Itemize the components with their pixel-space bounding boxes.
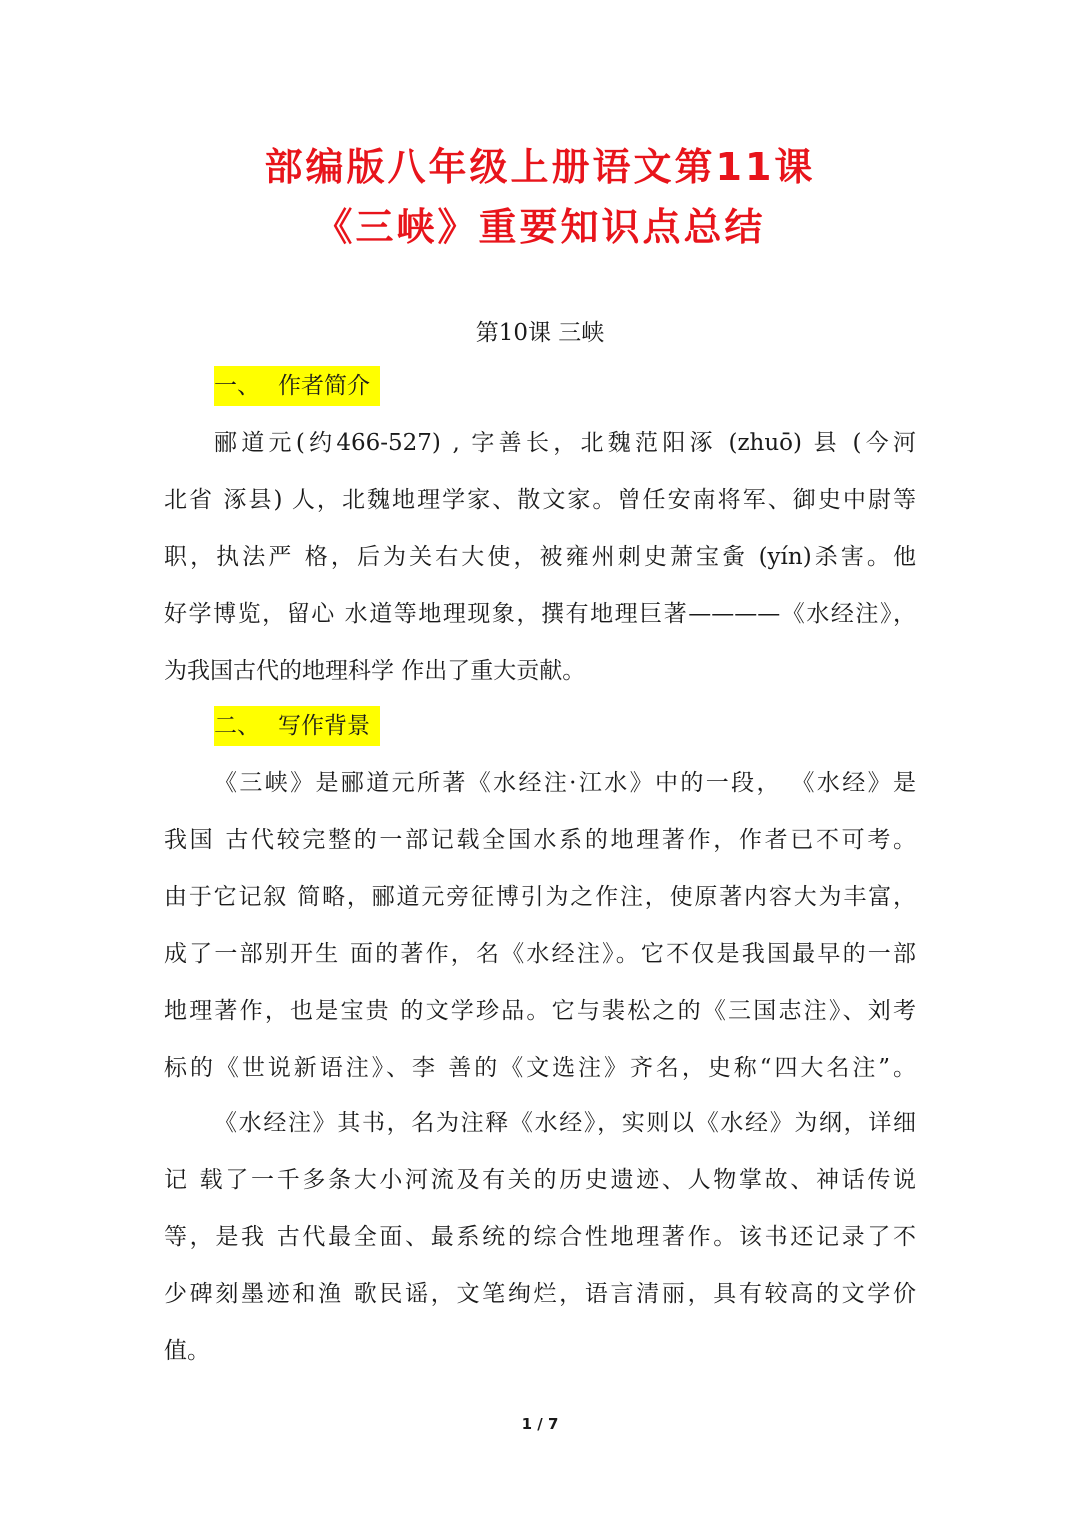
paragraph-line: 由于它记叙 简略，郦道元旁征博引为之作注，使原著内容大为丰富， (164, 884, 916, 910)
section-title: 写作背景 (278, 713, 370, 739)
document-title-line-1: 部编版八年级上册语文第11课 (264, 145, 816, 189)
paragraph-line: 好学博览，留心 水道等地理现象，撰有地理巨著————《水经注》， (164, 601, 916, 627)
paragraph-line: 等，是我 古代最全面、最系统的综合性地理著作。该书还记录了不 (164, 1224, 916, 1250)
paragraph-line: 记 载了一千多条大小河流及有关的历史遗迹、人物掌故、神话传说 (164, 1167, 916, 1193)
page-number: 1 / 7 (521, 1415, 559, 1433)
paragraph-line: 《水经注》其书，名为注释《水经》，实则以《水经》为纲，详细 (214, 1110, 916, 1136)
paragraph-line: 职，执法严 格，后为关右大使，被雍州刺史萧宝夤 (yín)杀害。他 (164, 544, 916, 570)
section-number: 二、 (214, 713, 260, 739)
paragraph-line: 《三峡》是郦道元所著《水经注·江水》中的一段， 《水经》是 (214, 770, 916, 796)
document-title-line-2: 《三峡》重要知识点总结 (314, 205, 766, 249)
section-number: 一、 (214, 373, 260, 399)
paragraph-line: 郦道元(约466-527) , 字善长，北魏范阳涿 (zhuō) 县 (今河 (214, 430, 916, 456)
section-heading-author (214, 366, 380, 406)
paragraph-line: 地理著作，也是宝贵 的文学珍品。它与裴松之的《三国志注》、刘考 (164, 998, 916, 1024)
paragraph-line: 北省 涿县) 人，北魏地理学家、散文家。曾任安南将军、御史中尉等 (164, 487, 916, 513)
section-title: 作者简介 (278, 373, 370, 399)
paragraph-line: 标的《世说新语注》、李 善的《文选注》齐名，史称“四大名注”。 (164, 1055, 916, 1081)
paragraph-line: 少碑刻墨迹和渔 歌民谣，文笔绚烂，语言清丽，具有较高的文学价 (164, 1281, 916, 1307)
paragraph-line: 为我国古代的地理科学 作出了重大贡献。 (164, 658, 586, 684)
paragraph-line: 成了一部别开生 面的著作，名《水经注》。它不仅是我国最早的一部 (164, 941, 916, 967)
paragraph-line: 值。 (164, 1338, 210, 1364)
section-heading-background (214, 706, 380, 746)
lesson-heading: 第10课 三峡 (475, 320, 605, 346)
paragraph-line: 我国 古代较完整的一部记载全国水系的地理著作，作者已不可考。 (164, 827, 916, 853)
